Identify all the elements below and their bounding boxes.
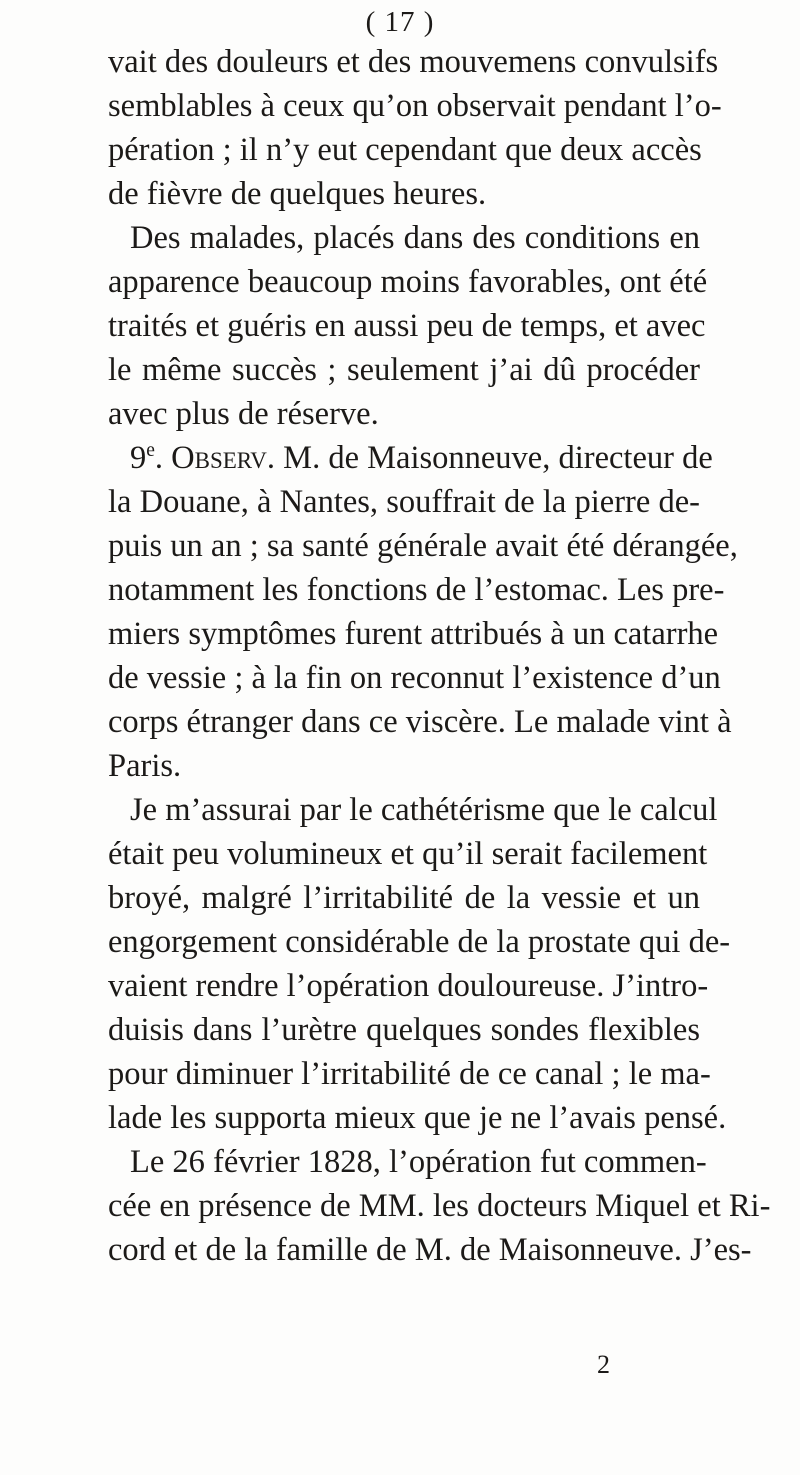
text-line: Je m’assurai par le cathétérisme que le calcul	[130, 792, 718, 828]
observation-number-superscript: e	[146, 440, 155, 462]
text-line: duisis dans l’urètre quelques sondes flexibles	[108, 1012, 700, 1048]
text-line: semblables à ceux qu’on observait pendant l’o-	[108, 88, 722, 124]
text-line: Des malades, placés dans des conditions en	[130, 220, 700, 256]
text-line: pération ; il n’y eut cependant que deux accès	[108, 132, 702, 168]
observation-number: 9	[130, 440, 147, 476]
text-line: cée en présence de MM. les docteurs Miquel et Ri-	[108, 1188, 771, 1224]
text-line: Le 26 février 1828, l’opération fut commen-	[130, 1144, 707, 1180]
text-line: miers symptômes furent attribués à un catarrhe	[108, 616, 719, 652]
observation-heading-text: M. de Maisonneuve, directeur de	[275, 440, 713, 476]
text-line: était peu volumineux et qu’il serait facilement	[108, 836, 708, 872]
text-line: corps étranger dans ce viscère. Le malade vint à	[108, 704, 732, 740]
text-line: de fièvre de quelques heures.	[108, 176, 487, 212]
text-line: vait des douleurs et des mouvemens convulsifs	[108, 44, 719, 80]
text-line: pour diminuer l’irritabilité de ce canal ; le ma-	[108, 1056, 711, 1092]
text-line: la Douane, à Nantes, souffrait de la pierre de-	[108, 484, 700, 520]
signature-mark: 2	[597, 1350, 610, 1379]
text-line: notamment les fonctions de l’estomac. Les pre-	[108, 572, 725, 608]
text-line: avec plus de réserve.	[108, 396, 379, 432]
text-line: le même succès ; seulement j’ai dû procéder	[108, 352, 700, 388]
text-line: broyé, malgré l’irritabilité de la vessie et un	[108, 880, 700, 916]
text-line: lade les supporta mieux que je ne l’avais pensé.	[108, 1100, 727, 1136]
text-line: puis un an ; sa santé générale avait été dérangée,	[108, 528, 738, 564]
text-line: traités et guéris en aussi peu de temps, et avec	[108, 308, 706, 344]
text-line: vaient rendre l’opération douloureuse. J’intro-	[108, 968, 709, 1004]
text-line: apparence beaucoup moins favorables, ont été	[108, 264, 708, 300]
text-line: engorgement considérable de la prostate qui de-	[108, 924, 731, 960]
text-line: Paris.	[108, 748, 182, 784]
text-line: cord et de la famille de M. de Maisonneuve. J’es-	[108, 1232, 752, 1268]
page-number: ( 17 )	[365, 6, 435, 38]
observation-heading-line	[130, 436, 713, 480]
observation-label: . Observ.	[154, 440, 276, 476]
text-line: de vessie ; à la fin on reconnut l’existence d’un	[108, 660, 721, 696]
